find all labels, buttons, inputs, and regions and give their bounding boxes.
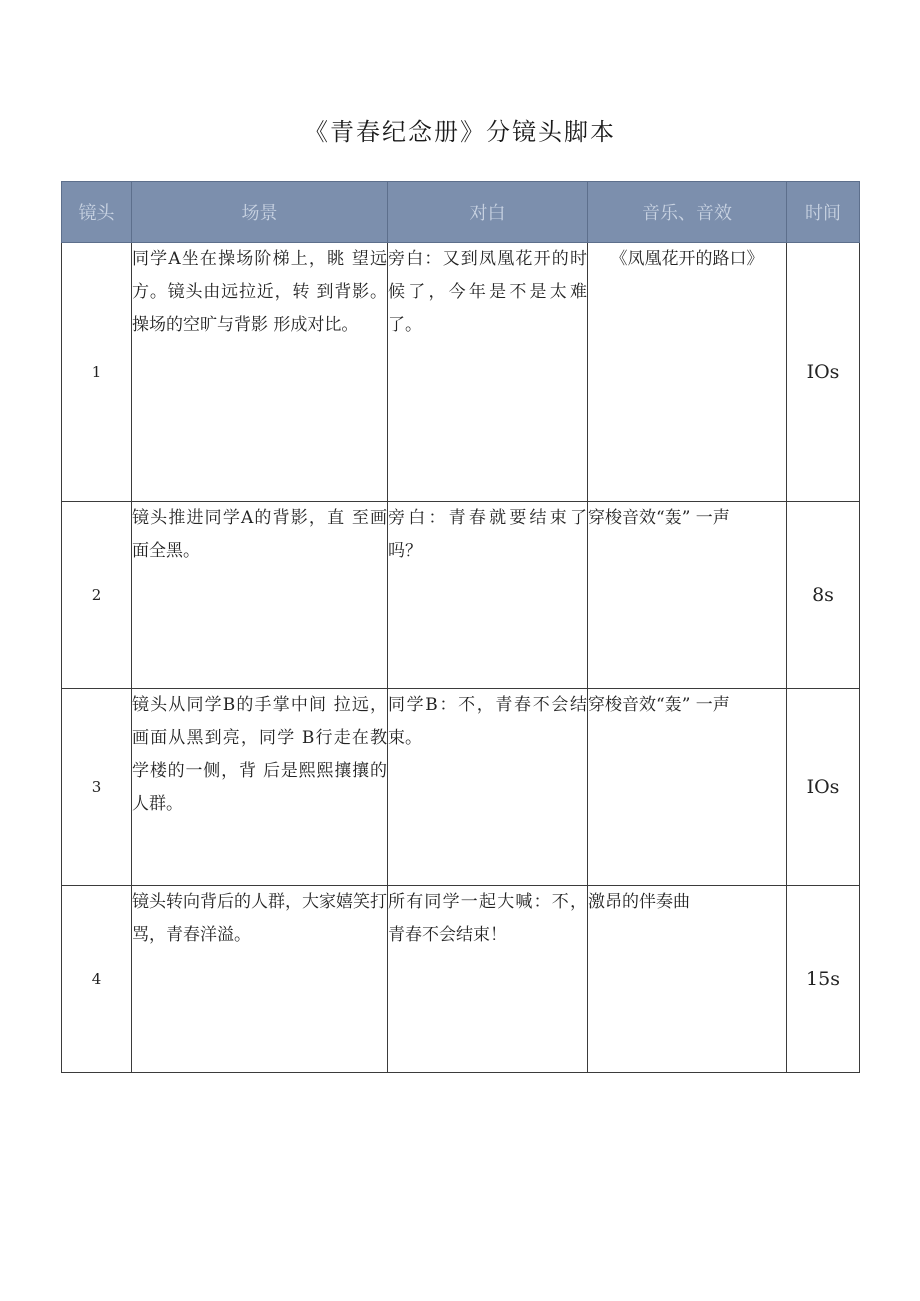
- time-cell: IOs: [787, 689, 860, 886]
- time-cell: 15s: [787, 886, 860, 1073]
- document-title: 《青春纪念册》分镜头脚本: [304, 118, 616, 146]
- header-scene: 场景: [132, 182, 388, 243]
- header-music: 音乐、音效: [588, 182, 787, 243]
- shot-number: 4: [62, 886, 132, 1073]
- table-row: [62, 243, 860, 502]
- scene-cell: 镜头推进同学A的背影，直 至画面全黑。: [132, 502, 388, 689]
- storyboard-table: [61, 181, 860, 1073]
- scene-cell: 同学A坐在操场阶梯上，眺 望远方。镜头由远拉近，转 到背影。操场的空旷与背影 形成对比。: [132, 243, 388, 502]
- scene-cell: 镜头从同学B的手掌中间 拉远，画面从黑到亮，同学 B行走在教学楼的一侧，背 后是熙熙攘攘的人群。: [132, 689, 388, 886]
- scene-cell: 镜头转向背后的人群，大家嬉笑打骂，青春洋溢。: [132, 886, 388, 1073]
- music-cell: 《凤凰花开的路口》: [588, 243, 787, 502]
- music-cell: 穿梭音效“轰” 一声: [588, 502, 787, 689]
- shot-number: 3: [62, 689, 132, 886]
- dialogue-cell: 所有同学一起大喊：不，青春不会结束！: [388, 886, 588, 1073]
- dialogue-cell: 旁白：青春就要结束了吗？: [388, 502, 588, 689]
- music-cell: 穿梭音效“轰” 一声: [588, 689, 787, 886]
- time-cell: 8s: [787, 502, 860, 689]
- time-cell: IOs: [787, 243, 860, 502]
- dialogue-cell: 旁白：又到凤凰花开的时候了，今年是不是太难了。: [388, 243, 588, 502]
- header-time: 时间: [787, 182, 860, 243]
- header-dialogue: 对白: [388, 182, 588, 243]
- music-cell: 激昂的伴奏曲: [588, 886, 787, 1073]
- shot-number: 1: [62, 243, 132, 502]
- table-row: [62, 502, 860, 689]
- table-header-row: [62, 182, 860, 243]
- dialogue-cell: 同学B：不，青春不会结束。: [388, 689, 588, 886]
- table-row: [62, 689, 860, 886]
- table-row: [62, 886, 860, 1073]
- header-shot: 镜头: [62, 182, 132, 243]
- shot-number: 2: [62, 502, 132, 689]
